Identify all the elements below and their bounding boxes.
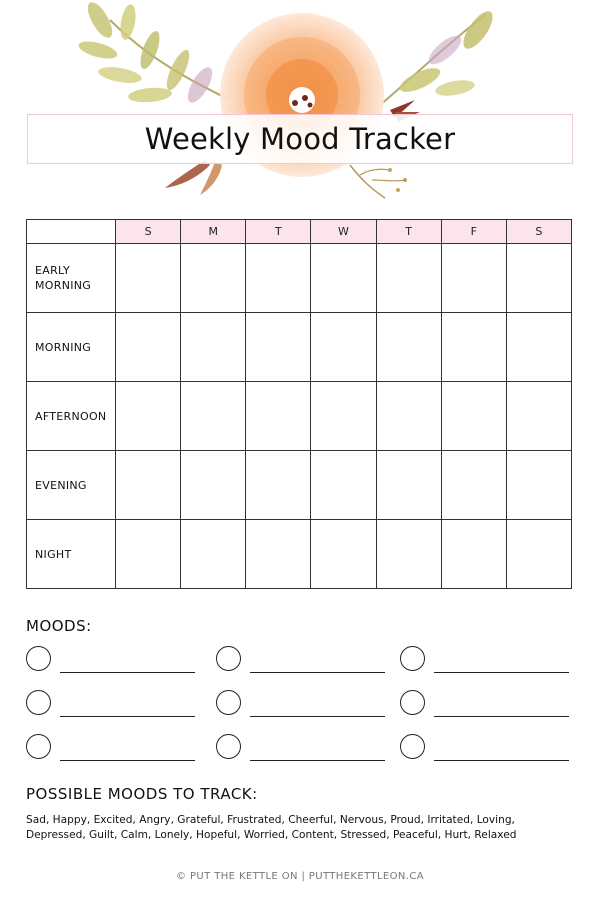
mood-cell[interactable] <box>376 244 441 313</box>
mood-circle[interactable] <box>400 690 425 715</box>
mood-circle[interactable] <box>216 646 241 671</box>
mood-cell[interactable] <box>246 451 311 520</box>
row-label-line: EVENING <box>35 478 87 492</box>
mood-cell[interactable] <box>311 244 376 313</box>
mood-cell[interactable] <box>246 313 311 382</box>
table-row <box>27 313 572 382</box>
row-label-line: NIGHT <box>35 547 72 561</box>
mood-slot[interactable] <box>26 689 201 719</box>
mood-cell[interactable] <box>246 520 311 589</box>
moods-legend <box>26 645 572 775</box>
mood-cell[interactable] <box>506 520 571 589</box>
row-label <box>27 520 116 589</box>
mood-cell[interactable] <box>181 451 246 520</box>
mood-cell[interactable] <box>441 313 506 382</box>
mood-cell[interactable] <box>181 244 246 313</box>
day-header: M <box>181 220 246 244</box>
row-label <box>27 451 116 520</box>
mood-cell[interactable] <box>311 382 376 451</box>
row-label <box>27 244 116 313</box>
mood-cell[interactable] <box>506 313 571 382</box>
mood-cell[interactable] <box>376 313 441 382</box>
mood-circle[interactable] <box>26 734 51 759</box>
mood-line[interactable] <box>434 672 569 673</box>
possible-moods-list <box>26 813 576 843</box>
mood-circle[interactable] <box>26 646 51 671</box>
day-header: S <box>506 220 571 244</box>
table-row <box>27 244 572 313</box>
day-header: S <box>116 220 181 244</box>
mood-line[interactable] <box>250 672 385 673</box>
mood-cell[interactable] <box>376 451 441 520</box>
mood-cell[interactable] <box>506 244 571 313</box>
mood-cell[interactable] <box>441 244 506 313</box>
mood-cell[interactable] <box>116 451 181 520</box>
mood-slot[interactable] <box>216 689 391 719</box>
table-row <box>27 520 572 589</box>
mood-cell[interactable] <box>506 451 571 520</box>
mood-slot[interactable] <box>26 645 201 675</box>
possible-moods-heading: POSSIBLE MOODS TO TRACK: <box>26 785 258 803</box>
mood-cell[interactable] <box>116 244 181 313</box>
day-header: W <box>311 220 376 244</box>
mood-cell[interactable] <box>116 313 181 382</box>
row-label <box>27 313 116 382</box>
mood-cell[interactable] <box>311 520 376 589</box>
watercolor-flower-icon <box>0 0 600 200</box>
mood-slot[interactable] <box>400 645 575 675</box>
mood-cell[interactable] <box>246 244 311 313</box>
mood-circle[interactable] <box>26 690 51 715</box>
possible-moods-line: Depressed, Guilt, Calm, Lonely, Hopeful, Worried, Content, Stressed, Peaceful, Hurt, Relaxed <box>26 829 517 841</box>
moods-heading: MOODS: <box>26 617 92 635</box>
day-header: F <box>441 220 506 244</box>
mood-line[interactable] <box>434 716 569 717</box>
mood-slot[interactable] <box>400 733 575 763</box>
mood-cell[interactable] <box>116 382 181 451</box>
mood-cell[interactable] <box>506 382 571 451</box>
day-header: T <box>376 220 441 244</box>
mood-circle[interactable] <box>216 690 241 715</box>
mood-cell[interactable] <box>376 520 441 589</box>
mood-circle[interactable] <box>216 734 241 759</box>
mood-cell[interactable] <box>376 382 441 451</box>
corner-cell <box>27 220 116 244</box>
mood-cell[interactable] <box>116 520 181 589</box>
mood-line[interactable] <box>60 716 195 717</box>
title-box <box>27 114 573 164</box>
mood-slot[interactable] <box>216 733 391 763</box>
table-row <box>27 382 572 451</box>
table-row <box>27 451 572 520</box>
mood-cell[interactable] <box>181 520 246 589</box>
footer-credit: © PUT THE KETTLE ON | PUTTHEKETTLEON.CA <box>176 871 424 882</box>
mood-cell[interactable] <box>441 520 506 589</box>
mood-slot[interactable] <box>26 733 201 763</box>
row-label-line: MORNING <box>35 279 92 292</box>
mood-circle[interactable] <box>400 646 425 671</box>
mood-cell[interactable] <box>441 451 506 520</box>
mood-line[interactable] <box>250 716 385 717</box>
mood-cell[interactable] <box>181 313 246 382</box>
mood-cell[interactable] <box>311 313 376 382</box>
mood-tracker-table <box>26 219 572 589</box>
possible-moods-line: Sad, Happy, Excited, Angry, Grateful, Frustrated, Cheerful, Nervous, Proud, Irritated, Loving, <box>26 814 515 826</box>
mood-cell[interactable] <box>246 382 311 451</box>
mood-line[interactable] <box>60 672 195 673</box>
mood-cell[interactable] <box>311 451 376 520</box>
mood-line[interactable] <box>434 760 569 761</box>
row-label <box>27 382 116 451</box>
mood-slot[interactable] <box>400 689 575 719</box>
mood-slot[interactable] <box>216 645 391 675</box>
mood-line[interactable] <box>60 760 195 761</box>
page-title: Weekly Mood Tracker <box>144 122 456 156</box>
row-label-line: EARLY <box>35 264 71 277</box>
mood-line[interactable] <box>250 760 385 761</box>
day-header: T <box>246 220 311 244</box>
mood-circle[interactable] <box>400 734 425 759</box>
day-header-row <box>27 220 572 244</box>
mood-cell[interactable] <box>181 382 246 451</box>
row-label-line: MORNING <box>35 340 92 354</box>
mood-cell[interactable] <box>441 382 506 451</box>
row-label-line: AFTERNOON <box>35 409 107 423</box>
